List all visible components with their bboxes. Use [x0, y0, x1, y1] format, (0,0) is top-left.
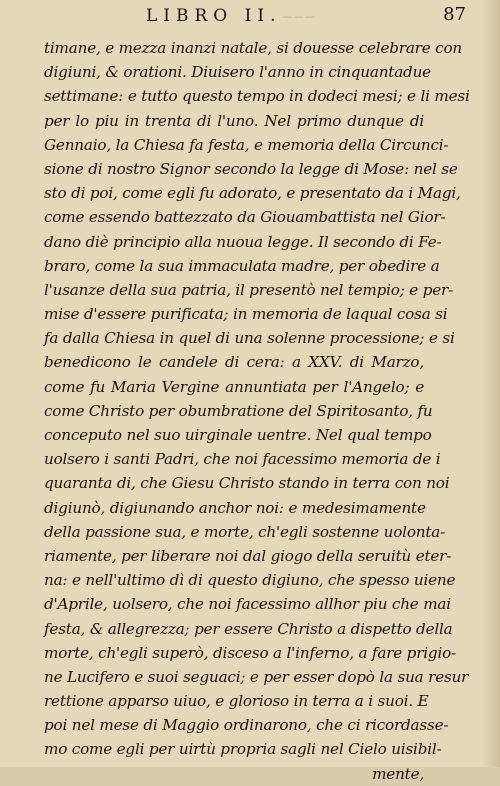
text-line: digiunò, digiunando anchor noi: e medesimamente — [44, 498, 426, 517]
text-line: sto di poi, come egli fu adorato, e presentato da i Magi, — [44, 184, 461, 203]
running-head — [46, 4, 466, 28]
text-line: mise d'essere purificata; in memoria de laqual cosa si — [44, 305, 448, 324]
text-line: digiuni, & orationi. Diuisero l'anno in cinquantadue — [44, 63, 431, 82]
text-line: come Christo per obumbratione del Spiritosanto, fu — [44, 401, 433, 420]
text-line: poi nel mese di Maggio ordinarono, che ci ricordasse- — [44, 716, 449, 735]
page-edge-shadow — [482, 0, 500, 767]
text-line: per lo piu in trenta di l'uno. Nel primo dunque di — [44, 111, 424, 130]
text-line: na: e nell'ultimo dì di questo digiuno, che spesso uiene — [44, 571, 456, 590]
text-line: benedicono le candele di cera: a XXV. di Marzo, — [44, 353, 424, 372]
text-line: timane, e mezza inanzi natale, si douesse celebrare con — [44, 39, 462, 57]
text-line: l'usanze della sua patria, il presentò nel tempio; e per- — [44, 280, 454, 299]
page-number: 87 — [443, 4, 466, 25]
text-line: quaranta di, che Giesu Christo stando in terra con noi — [44, 474, 450, 493]
text-line: sione di nostro Signor secondo la legge di Mose: nel se — [44, 159, 458, 178]
text-line: fa dalla Chiesa in quel di una solenne processione; e si — [44, 329, 455, 348]
text-line: ne Lucifero e suoi seguaci; e per esser dopò la sua resur — [44, 667, 469, 686]
text-line: della passione sua, e morte, ch'egli sostenne uolonta- — [44, 522, 446, 541]
text-line: morte, ch'egli superò, disceso a l'inferno, a fare prigio- — [44, 643, 456, 662]
running-head-title: LIBRO II. — [146, 6, 282, 26]
text-line: settimane: e tutto questo tempo in dodeci mesi; e li mesi — [44, 87, 470, 106]
text-line: d'Aprile, uolsero, che noi facessimo allhor piu che mai — [44, 595, 451, 614]
text-line: conceputo nel suo uirginale uentre. Nel qual tempo — [44, 426, 432, 444]
text-line: uolsero i santi Padri, che noi facessimo memoria de i — [44, 450, 441, 469]
text-line: braro, come la sua immaculata madre, per obedire a — [44, 256, 440, 275]
text-line: Gennaio, la Chiesa fa festa, e memoria della Circunci- — [44, 135, 449, 154]
show-through-text: ─── — [280, 10, 315, 26]
text-line: dano diè principio alla nuoua legge. Il secondo di Fe- — [44, 232, 442, 251]
catchword: mente, — [372, 764, 424, 783]
text-line: festa, & allegrezza; per essere Christo a dispetto della — [44, 619, 453, 638]
text-line: come fu Maria Vergine annuntiata per l'Angelo; e — [44, 377, 424, 396]
text-line: come essendo battezzato da Giouambattista nel Gior- — [44, 208, 446, 227]
text-line: rettione apparso uiuo, e glorioso in terra a i suoi. E — [44, 692, 429, 711]
text-line: mo come egli per uirtù propria sagli nel Cielo uisibil- — [44, 740, 442, 759]
text-line: riamente, per liberare noi dal giogo della seruitù eter- — [44, 546, 452, 565]
body-text — [44, 36, 470, 786]
